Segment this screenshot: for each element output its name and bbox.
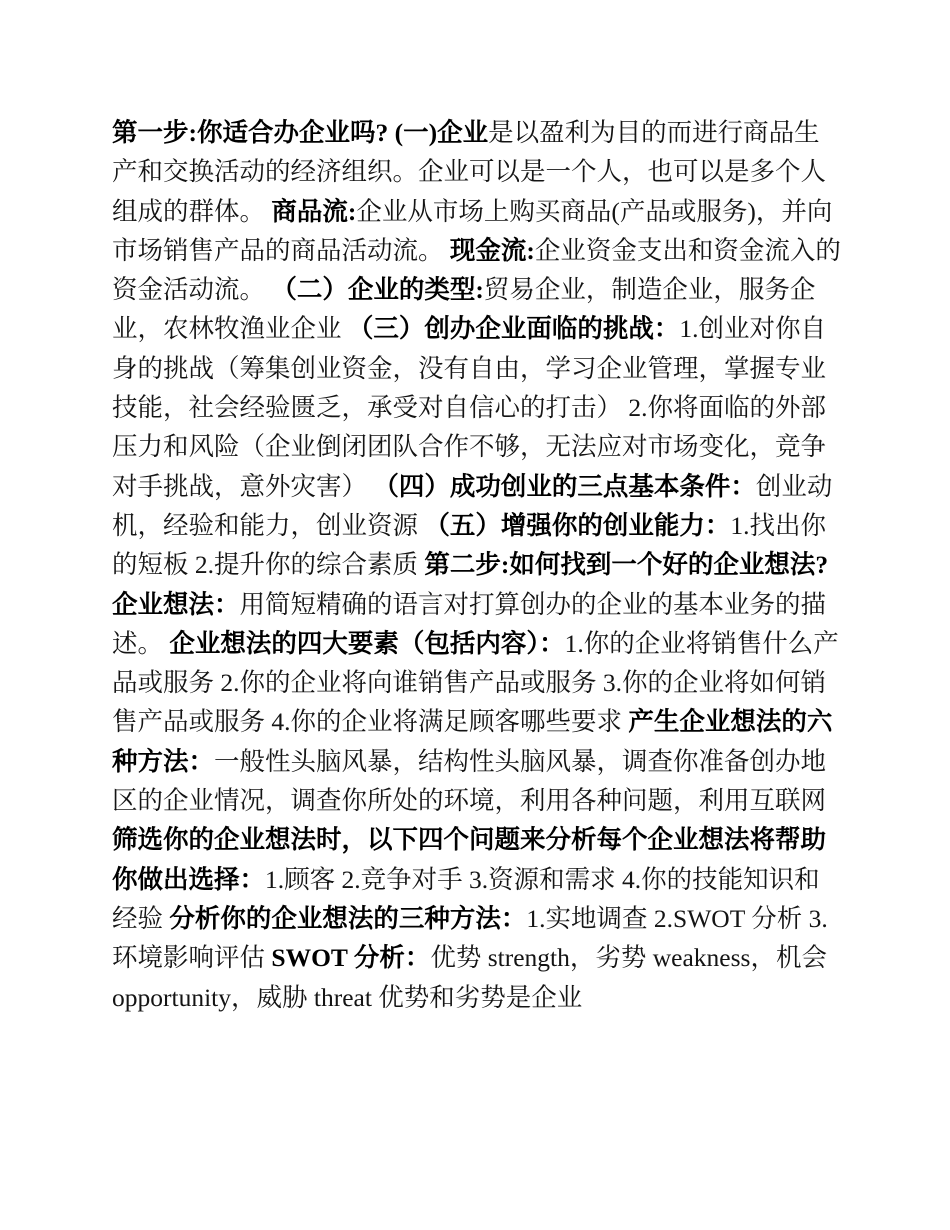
bold-heading-text: （二）企业的类型:: [271, 275, 484, 305]
body-text-run: 创业动机，经验和能力，创业资源: [112, 471, 833, 540]
body-text-run: 企业从市场上购买商品(产品或服务)，并向市场销售产品的商品活动流。: [112, 196, 833, 265]
bold-heading-text: （五）增强你的创业能力：: [424, 510, 731, 540]
bold-heading-text: 筛选你的企业想法时，以下四个问题来分析每个企业想法将帮助你做出选择：: [112, 825, 827, 894]
body-text-run: 1.实地调查 2.SWOT 分析 3.环境影响评估: [112, 903, 828, 973]
body-text-run: 1.创业对你自身的挑战（筹集创业资金，没有自由，学习企业管理，掌握专业技能，社会经验匮乏，承受对自信心的打击） 2.你将面临的外部压力和风险（企业倒闭团队合作不够，无法应对市场变化，竞争对手挑战，意外灾害）: [112, 314, 827, 501]
bold-heading-text: SWOT 分析：: [271, 943, 431, 973]
body-text-run: 1.你的企业将销售什么产品或服务 2.你的企业将向谁销售产品或服务 3.你的企业将如何销售产品或服务 4.你的企业将满足顾客哪些要求: [112, 628, 839, 737]
bold-heading-text: （三）创办企业面临的挑战：: [347, 314, 680, 344]
document-body-text: [112, 113, 842, 1017]
body-text-run: 1.找出你的短板 2.提升你的综合素质: [112, 510, 827, 580]
bold-heading-text: 第一步:你适合办企业吗? (一)企业: [112, 118, 489, 147]
bold-heading-text: 现金流:: [449, 235, 535, 265]
body-text-run: 用简短精确的语言对打算创办的企业的基本业务的描述。: [112, 589, 827, 658]
body-text-run: 是以盈利为目的而进行商品生产和交换活动的经济组织。企业可以是一个人，也可以是多个人组成的群体。: [112, 118, 827, 226]
body-text-run: 优势 strength，劣势 weakness，机会 opportunity，威胁 threat 优势和劣势是企业: [112, 943, 827, 1012]
bold-heading-text: （四）成功创业的三点基本条件：: [373, 471, 756, 501]
body-text-run: 一般性头脑风暴，结构性头脑风暴，调查你准备创办地区的企业情况，调查你所处的环境，利用各种问题，利用互联网: [112, 746, 827, 816]
body-text-run: 贸易企业，制造企业，服务企业，农林牧渔业企业: [112, 275, 816, 344]
bold-heading-text: 第二步:如何找到一个好的企业想法? 企业想法：: [112, 550, 829, 619]
body-text-run: 1.顾客 2.竞争对手 3.资源和需求 4.你的技能知识和经验: [112, 864, 820, 933]
bold-heading-text: 产生企业想法的六种方法：: [112, 707, 833, 776]
bold-heading-text: 分析你的企业想法的三种方法：: [169, 903, 527, 933]
bold-heading-text: 企业想法的四大要素（包括内容）：: [169, 628, 565, 658]
bold-heading-text: 商品流:: [271, 196, 357, 226]
body-text-run: 企业资金支出和资金流入的资金活动流。: [112, 235, 841, 305]
